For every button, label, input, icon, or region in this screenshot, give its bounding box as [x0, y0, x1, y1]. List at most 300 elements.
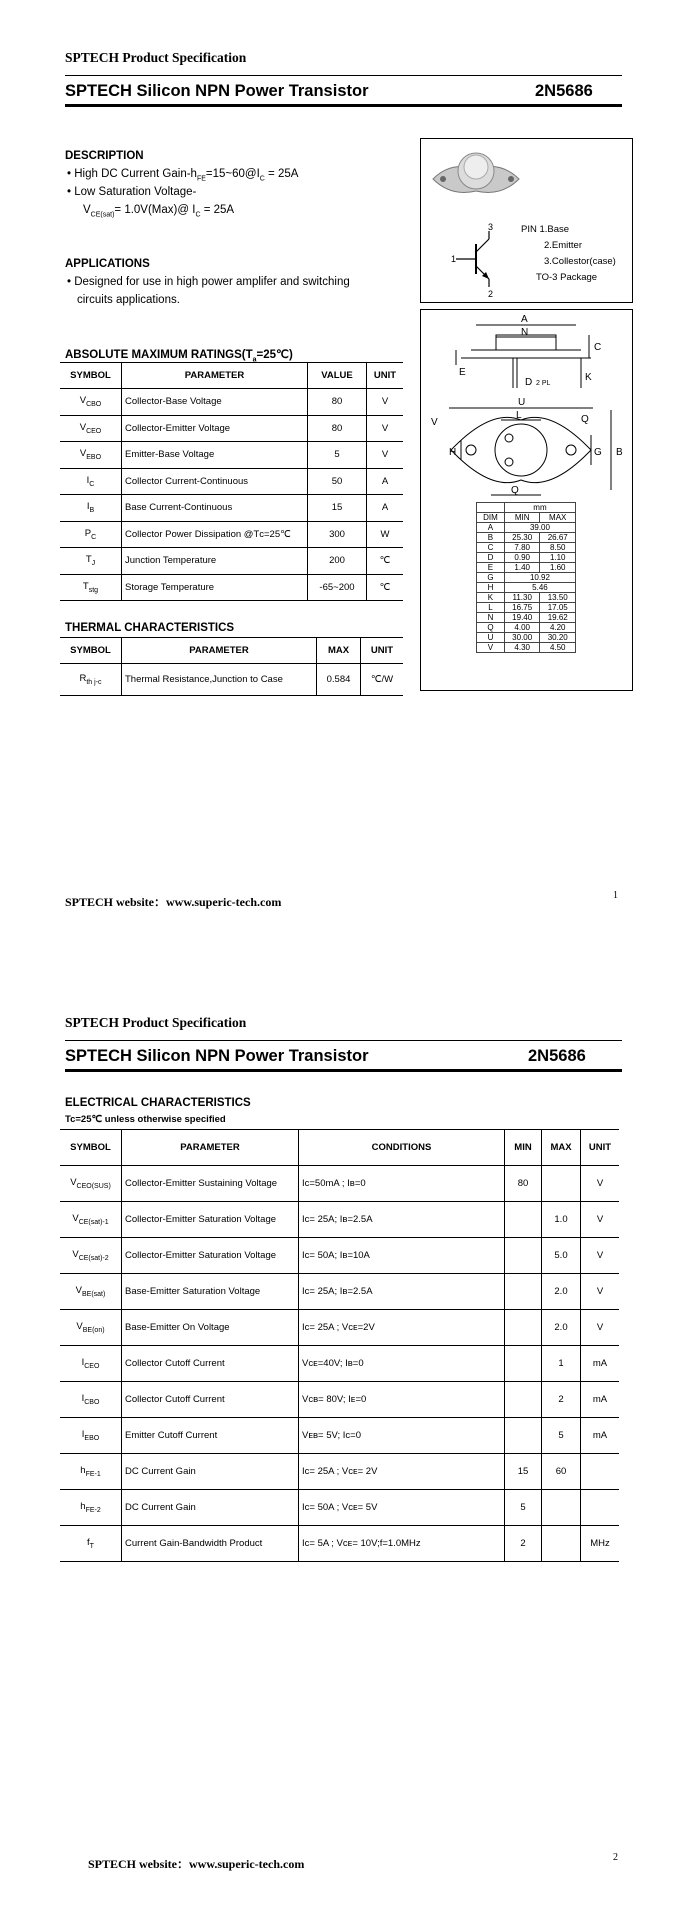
conditions-cell: Iᴄ= 5A ; Vᴄᴇ= 10V;f=1.0MHz [299, 1526, 505, 1562]
symbol-sub: CEO [84, 1362, 100, 1370]
symbol-sub: T [89, 1542, 94, 1550]
symbol: I [86, 474, 90, 486]
unit-cell: V [367, 389, 404, 416]
dim-row [477, 643, 576, 653]
unit-cell: W [367, 521, 404, 548]
title-bar [65, 1040, 622, 1072]
parameter-cell: Collector-Base Voltage [122, 389, 308, 416]
dim-letter: B [477, 533, 505, 543]
label-g: G [594, 447, 602, 458]
symbol-cell [60, 1274, 122, 1310]
unit-cell: ℃/W [361, 664, 404, 696]
col-unit: UNIT [581, 1130, 620, 1166]
bullet-dot: • [67, 186, 75, 198]
col-parameter: PARAMETER [122, 1130, 299, 1166]
unit-cell: mA [581, 1418, 620, 1454]
applications-bullet-line2: circuits applications. [77, 294, 180, 306]
thermal-heading: THERMAL CHARACTERISTICS [65, 622, 235, 634]
bullet-dot: • [67, 276, 75, 288]
parameter-cell: Collector Cutoff Current [122, 1346, 299, 1382]
unit-cell: mA [581, 1382, 620, 1418]
table-row [60, 1454, 619, 1490]
spec-label: SPTECH Product Specification [65, 1015, 247, 1030]
symbol-sub: CBO [86, 401, 102, 409]
symbol-sub: BE(on) [82, 1326, 105, 1334]
symbol: V [70, 1177, 77, 1189]
min-cell: 5 [505, 1490, 542, 1526]
dim-header-row [477, 513, 576, 523]
bullet-text: High DC Current Gain-h [74, 168, 197, 180]
page-title: SPTECH Silicon NPN Power Transistor [65, 82, 369, 100]
label-h: H [449, 447, 457, 458]
unit-cell [581, 1490, 620, 1526]
dim-max: 8.50 [540, 543, 576, 553]
symbol-sub: CEO [86, 427, 102, 435]
min-cell [505, 1274, 542, 1310]
table-row [60, 1346, 619, 1382]
mount-hole [440, 176, 446, 182]
dim-letter: Q [477, 623, 505, 633]
dimension-table [476, 502, 576, 653]
col-symbol: SYMBOL [60, 1130, 122, 1166]
dim-unit-row [477, 503, 576, 513]
unit-cell: MHz [581, 1526, 620, 1562]
symbol-sub: CE(sat)-2 [78, 1254, 109, 1262]
col-unit: UNIT [361, 638, 404, 664]
dim-min: 25.30 [504, 533, 540, 543]
label-k: K [585, 372, 592, 383]
value-cell: 300 [308, 521, 367, 548]
bullet-text: = 25A [200, 204, 235, 216]
description-bullet-2 [67, 183, 196, 201]
symbol-cell [60, 415, 122, 442]
conditions-cell: Vᴄᴇ=40V; Iʙ=0 [299, 1346, 505, 1382]
title-bar [65, 75, 622, 107]
symbol-sub: C [91, 533, 97, 541]
min-cell [505, 1310, 542, 1346]
parameter-cell: DC Current Gain [122, 1490, 299, 1526]
unit-cell: V [581, 1202, 620, 1238]
label-v: V [431, 417, 438, 428]
package-box [420, 138, 633, 303]
dim-row [477, 553, 576, 563]
table-row [60, 415, 403, 442]
parameter-cell: Collector-Emitter Sustaining Voltage [122, 1166, 299, 1202]
parameter-cell: Emitter-Base Voltage [122, 442, 308, 469]
table-row [60, 1238, 619, 1274]
symbol: I [81, 1357, 85, 1369]
symbol-cell [60, 1202, 122, 1238]
sub: a [252, 356, 257, 364]
table-row [60, 1418, 619, 1454]
dim-max: 4.50 [540, 643, 576, 653]
label-n: N [521, 327, 529, 338]
min-cell: 2 [505, 1526, 542, 1562]
symbol-sub: C [89, 480, 95, 488]
electrical-header-row [60, 1130, 619, 1166]
spec-label: SPTECH Product Specification [65, 50, 247, 65]
value-cell: 0.584 [317, 664, 361, 696]
table-row [60, 1490, 619, 1526]
dim-row [477, 613, 576, 623]
dim-row [477, 523, 576, 533]
dim-max: 26.67 [540, 533, 576, 543]
dim-min: 7.80 [504, 543, 540, 553]
pin-label-1: 1 [451, 254, 457, 264]
pin-label-3: 3 [488, 222, 494, 232]
dim-min: 16.75 [504, 603, 540, 613]
dim-min: 4.00 [504, 623, 540, 633]
dim-max: 4.20 [540, 623, 576, 633]
electrical-subheading: Tc=25℃ unless otherwise specified [65, 1114, 226, 1125]
max-cell: 1.0 [542, 1202, 581, 1238]
max-cell: 2 [542, 1382, 581, 1418]
conditions-cell: Iᴄ= 50A; Iʙ=10A [299, 1238, 505, 1274]
label-b: B [616, 447, 623, 458]
dim-row [477, 593, 576, 603]
conditions-cell: Vᴄʙ= 80V; Iᴇ=0 [299, 1382, 505, 1418]
unit-cell: V [581, 1274, 620, 1310]
parameter-cell: Thermal Resistance,Junction to Case [122, 664, 317, 696]
electrical-heading: ELECTRICAL CHARACTERISTICS [65, 1097, 251, 1109]
symbol-cell [60, 1346, 122, 1382]
dim-header: MIN [504, 513, 540, 523]
symbol: V [76, 1321, 83, 1333]
col-parameter: PARAMETER [122, 363, 308, 389]
package-name: TO-3 Package [536, 272, 598, 283]
dim-row [477, 603, 576, 613]
symbol-cell [60, 574, 122, 601]
unit-cell: V [581, 1166, 620, 1202]
symbol-cell [60, 1310, 122, 1346]
value-cell: 5 [308, 442, 367, 469]
symbol-cell [60, 1238, 122, 1274]
dim-max: 17.05 [540, 603, 576, 613]
parameter-cell: Collector-Emitter Saturation Voltage [122, 1202, 299, 1238]
symbol: I [86, 501, 90, 513]
table-row [60, 664, 403, 696]
pin-3: 3.Collestor(case) [544, 256, 616, 267]
symbol-sub: CEO(SUS) [76, 1182, 111, 1190]
dim-letter: L [477, 603, 505, 613]
symbol-cell [60, 521, 122, 548]
conditions-cell: Iᴄ= 50A ; Vᴄᴇ= 5V [299, 1490, 505, 1526]
col-unit: UNIT [367, 363, 404, 389]
symbol-cell [60, 664, 122, 696]
symbol-cell [60, 442, 122, 469]
dim-letter: D [477, 553, 505, 563]
unit-cell: V [581, 1310, 620, 1346]
value-cell: 15 [308, 495, 367, 522]
parameter-cell: Collector-Emitter Voltage [122, 415, 308, 442]
page-title: SPTECH Silicon NPN Power Transistor [65, 1047, 369, 1065]
dim-max: 13.50 [540, 593, 576, 603]
symbol-sub: FE-1 [85, 1470, 101, 1478]
symbol-sub: J [91, 560, 96, 568]
can-outline [495, 424, 547, 476]
dim-min: 4.30 [504, 643, 540, 653]
parameter-cell: Collector Current-Continuous [122, 468, 308, 495]
symbol-sub: CE(sat)-1 [78, 1218, 109, 1226]
symbol: R [79, 673, 87, 685]
dim-row [477, 623, 576, 633]
label-d: D [525, 377, 533, 388]
symbol: V [72, 1249, 79, 1261]
symbol-cell [60, 389, 122, 416]
electrical-table [60, 1129, 619, 1562]
dim-row [477, 533, 576, 543]
unit-cell [581, 1454, 620, 1490]
dim-letter: E [477, 563, 505, 573]
symbol-sub: stg [88, 586, 99, 594]
symbol-sub: B [89, 507, 95, 515]
mount-hole [566, 445, 576, 455]
symbol-cell [60, 1454, 122, 1490]
col-symbol: SYMBOL [60, 638, 122, 664]
table-row [60, 389, 403, 416]
table-row [60, 1526, 619, 1562]
conditions-cell: Iᴄ= 25A; Iʙ=2.5A [299, 1274, 505, 1310]
pin-hole [505, 458, 513, 466]
dim-row [477, 633, 576, 643]
dimension-box [420, 309, 633, 691]
label-c: C [594, 342, 602, 353]
value-cell: 80 [308, 389, 367, 416]
parameter-cell: Collector-Emitter Saturation Voltage [122, 1238, 299, 1274]
symbol-cell [60, 1418, 122, 1454]
bullet-text: = 25A [264, 168, 299, 180]
bullet-dot: • [67, 168, 75, 180]
table-row [60, 1274, 619, 1310]
parameter-cell: Base-Emitter On Voltage [122, 1310, 299, 1346]
dim-value: 5.46 [504, 583, 575, 593]
collector-lead [476, 239, 489, 252]
unit-cell: ℃ [367, 574, 404, 601]
max-cell: 5 [542, 1418, 581, 1454]
table-row [60, 574, 403, 601]
label-u: U [518, 397, 526, 408]
symbol: V [79, 395, 87, 407]
dim-header: DIM [477, 513, 505, 523]
label-q: Q [581, 414, 589, 425]
symbol-cell [60, 1490, 122, 1526]
max-cell: 2.0 [542, 1310, 581, 1346]
symbol: h [80, 1501, 86, 1513]
thermal-header-row [60, 638, 403, 664]
max-cell [542, 1490, 581, 1526]
symbol-sub: CBO [84, 1398, 100, 1406]
label-e: E [459, 367, 466, 378]
sub: C [259, 175, 265, 183]
min-cell [505, 1238, 542, 1274]
unit-cell: V [367, 415, 404, 442]
symbol: I [81, 1429, 85, 1441]
symbol-cell [60, 1382, 122, 1418]
col-max: MAX [317, 638, 361, 664]
label-q2: Q [511, 485, 519, 496]
symbol-sub: th j-c [86, 678, 102, 686]
table-row [60, 495, 403, 522]
dim-header: MAX [540, 513, 576, 523]
unit-cell: V [581, 1238, 620, 1274]
pin-2: 2.Emitter [544, 240, 583, 251]
dim-corner [477, 503, 505, 513]
dim-max: 30.20 [540, 633, 576, 643]
label-2pl: 2 PL [536, 380, 551, 387]
conditions-cell: Iᴄ= 25A ; Vᴄᴇ= 2V [299, 1454, 505, 1490]
symbol: I [81, 1393, 85, 1405]
symbol-cell [60, 468, 122, 495]
parameter-cell: Collector Cutoff Current [122, 1382, 299, 1418]
dim-row [477, 543, 576, 553]
part-number: 2N5686 [535, 82, 593, 100]
conditions-cell: Iᴄ= 25A; Iʙ=2.5A [299, 1202, 505, 1238]
dim-max: 1.10 [540, 553, 576, 563]
value-cell: 80 [308, 415, 367, 442]
max-cell [542, 1166, 581, 1202]
sub: C [195, 211, 201, 219]
sub: CE(sat) [90, 211, 115, 219]
abs-max-heading [65, 347, 293, 363]
applications-bullet [67, 273, 350, 291]
conditions-cell: Iᴄ= 25A ; Vᴄᴇ=2V [299, 1310, 505, 1346]
symbol-sub: FE-2 [85, 1506, 101, 1514]
dim-letter: V [477, 643, 505, 653]
unit-cell: mA [581, 1346, 620, 1382]
dim-letter: A [477, 523, 505, 533]
dim-min: 0.90 [504, 553, 540, 563]
min-cell [505, 1382, 542, 1418]
parameter-cell: Storage Temperature [122, 574, 308, 601]
applications-heading: APPLICATIONS [65, 258, 150, 270]
table-row [60, 468, 403, 495]
parameter-cell: DC Current Gain [122, 1454, 299, 1490]
table-row [60, 521, 403, 548]
pin-header: PIN 1.Base [521, 224, 570, 235]
max-cell [542, 1526, 581, 1562]
heading-text: =25℃) [256, 349, 293, 361]
heading-text: ABSOLUTE MAXIMUM RATINGS(T [65, 349, 253, 361]
dim-min: 11.30 [504, 593, 540, 603]
max-cell: 5.0 [542, 1238, 581, 1274]
label-l: L [516, 410, 522, 421]
table-row [60, 1166, 619, 1202]
dim-max: 19.62 [540, 613, 576, 623]
conditions-cell: Iᴄ=50mA ; Iʙ=0 [299, 1166, 505, 1202]
col-min: MIN [505, 1130, 542, 1166]
dim-letter: G [477, 573, 505, 583]
min-cell [505, 1346, 542, 1382]
abs-max-header-row [60, 363, 403, 389]
col-conditions: CONDITIONS [299, 1130, 505, 1166]
min-cell: 15 [505, 1454, 542, 1490]
sub: FE [196, 175, 206, 183]
bullet-text: Low Saturation Voltage- [74, 186, 197, 198]
dim-letter: H [477, 583, 505, 593]
package-top [464, 155, 488, 179]
parameter-cell: Emitter Cutoff Current [122, 1418, 299, 1454]
min-cell [505, 1202, 542, 1238]
description-heading: DESCRIPTION [65, 150, 144, 162]
parameter-cell: Collector Power Dissipation @Tᴄ=25℃ [122, 521, 308, 548]
parameter-cell: Current Gain-Bandwidth Product [122, 1526, 299, 1562]
table-row [60, 1382, 619, 1418]
symbol-cell [60, 1166, 122, 1202]
parameter-cell: Base-Emitter Saturation Voltage [122, 1274, 299, 1310]
col-parameter: PARAMETER [122, 638, 317, 664]
symbol-cell [60, 495, 122, 522]
unit-cell: ℃ [367, 548, 404, 575]
thermal-table [60, 637, 403, 696]
dim-value: 39.00 [504, 523, 575, 533]
page-number: 2 [613, 1852, 618, 1863]
value-cell: -65~200 [308, 574, 367, 601]
bullet-text: Designed for use in high power amplifer and switching [74, 276, 350, 288]
symbol-cell [60, 548, 122, 575]
dim-unit: mm [504, 503, 575, 513]
symbol: V [79, 448, 87, 460]
unit-cell: A [367, 468, 404, 495]
description-bullet-2-line2 [83, 201, 234, 224]
dim-letter: N [477, 613, 505, 623]
bullet-text: = 1.0V(Max)@ I [114, 204, 196, 216]
dim-value: 10.92 [504, 573, 575, 583]
dim-letter: U [477, 633, 505, 643]
min-cell [505, 1418, 542, 1454]
flange-outline [451, 417, 591, 482]
symbol: f [87, 1537, 90, 1549]
symbol-cell [60, 1526, 122, 1562]
col-symbol: SYMBOL [60, 363, 122, 389]
pin-list [521, 222, 616, 286]
dim-row [477, 573, 576, 583]
dim-letter: K [477, 593, 505, 603]
parameter-cell: Junction Temperature [122, 548, 308, 575]
symbol: P [84, 527, 92, 539]
dim-row [477, 583, 576, 593]
symbol-sub: EBO [84, 1434, 100, 1442]
table-row [60, 1310, 619, 1346]
symbol: V [79, 421, 87, 433]
col-value: VALUE [308, 363, 367, 389]
col-max: MAX [542, 1130, 581, 1166]
unit-cell: V [367, 442, 404, 469]
table-row [60, 442, 403, 469]
dim-min: 1.40 [504, 563, 540, 573]
bullet-text: =15~60@I [205, 168, 260, 180]
dim-min: 30.00 [504, 633, 540, 643]
dimension-drawing [421, 310, 632, 500]
parameter-cell: Base Current-Continuous [122, 495, 308, 522]
pin-label-2: 2 [488, 289, 494, 299]
conditions-cell: Vᴇʙ= 5V; Iᴄ=0 [299, 1418, 505, 1454]
symbol-sub: BE(sat) [82, 1290, 106, 1298]
symbol: V [72, 1213, 79, 1225]
dim-row [477, 563, 576, 573]
page-number: 1 [613, 890, 618, 901]
dim-min: 19.40 [504, 613, 540, 623]
label-a: A [521, 314, 528, 325]
max-cell: 2.0 [542, 1274, 581, 1310]
max-cell: 60 [542, 1454, 581, 1490]
symbol: h [80, 1465, 86, 1477]
abs-max-table [60, 362, 403, 601]
mount-hole [466, 445, 476, 455]
symbol-sub: EBO [86, 454, 102, 462]
symbol: T [85, 554, 92, 566]
bullet-text: V [83, 204, 91, 216]
value-cell: 50 [308, 468, 367, 495]
